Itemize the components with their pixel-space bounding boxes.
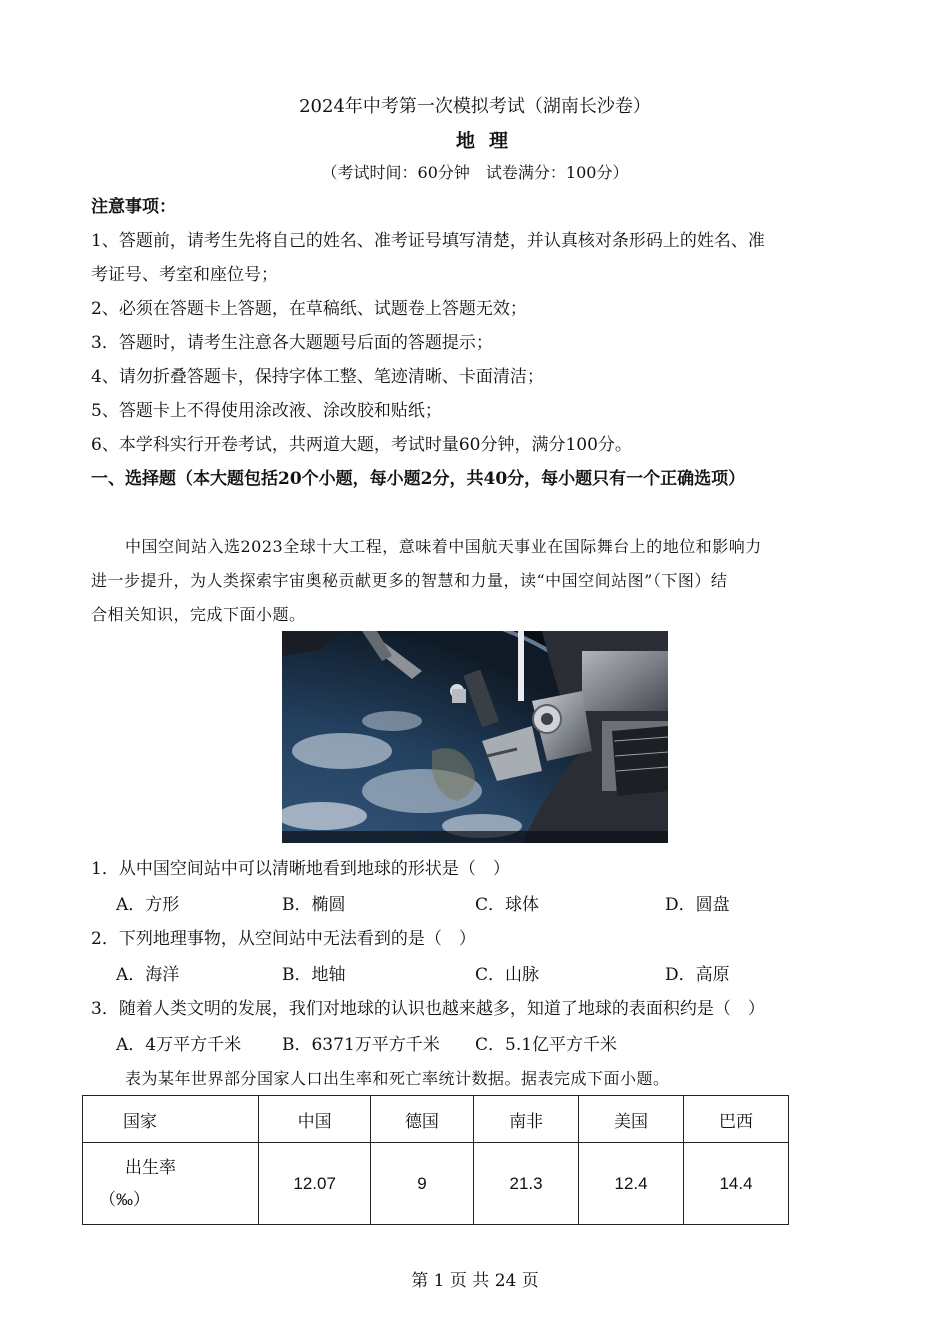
question-2-option-a[interactable]: A．海洋: [116, 965, 180, 985]
table-header-cell: 中国: [259, 1096, 370, 1143]
row-label-line: 出生率: [125, 1157, 176, 1177]
note-item: 2、必须在答题卡上答题，在草稿纸、试题卷上答题无效；: [91, 299, 527, 319]
question-stem-1: 1．从中国空间站中可以清晰地看到地球的形状是（ ）: [91, 859, 510, 879]
table-cell: 21.3: [474, 1143, 579, 1225]
table-header-cell: 南非: [474, 1096, 579, 1143]
note-item: 6、本学科实行开卷考试，共两道大题，考试时量60分钟，满分100分。: [91, 435, 632, 455]
note-item: 5、答题卡上不得使用涂改液、涂改胶和贴纸；: [91, 401, 442, 421]
question-stem-3: 3．随着人类文明的发展，我们对地球的认识也越来越多，知道了地球的表面积约是（ ）: [91, 999, 765, 1019]
exam-info: （考试时间：60分钟 试卷满分：100分）: [321, 163, 629, 182]
question-3-option-c[interactable]: C．5.1亿平方千米: [475, 1035, 618, 1055]
exam-title: 2024年中考第一次模拟考试（湖南长沙卷）: [299, 96, 651, 117]
note-item: 4、请勿折叠答题卡，保持字体工整、笔迹清晰、卡面清洁；: [91, 367, 544, 387]
space-station-photo: [282, 631, 668, 843]
question-2-option-d[interactable]: D．高原: [665, 965, 730, 985]
table-header-cell: 德国: [370, 1096, 473, 1143]
page-footer: 第 1 页 共 24 页: [411, 1271, 539, 1291]
question-2-option-b[interactable]: B．地轴: [282, 965, 346, 985]
section-heading: 一、选择题（本大题包括20个小题，每小题2分，共40分，每小题只有一个正确选项）: [91, 469, 746, 489]
table-header-cell: 巴西: [684, 1096, 789, 1143]
note-item: 考证号、考室和座位号；: [91, 265, 278, 285]
table-row: [83, 1143, 789, 1225]
question-1-option-a[interactable]: A．方形: [116, 895, 180, 915]
question-3-option-b[interactable]: B．6371万平方千米: [282, 1035, 440, 1055]
table-header-cell: 国家: [83, 1096, 259, 1143]
passage-line: 中国空间站入选2023全球十大工程，意味着中国航天事业在国际舞台上的地位和影响力: [125, 537, 762, 556]
table-cell: 12.07: [259, 1143, 370, 1225]
question-2-option-c[interactable]: C．山脉: [475, 965, 540, 985]
note-item: 3．答题时，请考生注意各大题题号后面的答题提示；: [91, 333, 493, 353]
table-cell: 12.4: [579, 1143, 684, 1225]
birth-rate-table: [82, 1095, 789, 1225]
note-item: 1、答题前，请考生先将自己的姓名、准考证号填写清楚，并认真核对条形码上的姓名、准: [91, 231, 765, 251]
table-intro: 表为某年世界部分国家人口出生率和死亡率统计数据。据表完成下面小题。: [125, 1069, 670, 1088]
question-1-option-c[interactable]: C．球体: [475, 895, 540, 915]
table-header-row: [83, 1096, 789, 1143]
question-1-option-d[interactable]: D．圆盘: [665, 895, 730, 915]
table-cell: 14.4: [684, 1143, 789, 1225]
question-3-option-a[interactable]: A．4万平方千米: [116, 1035, 242, 1055]
question-1-option-b[interactable]: B．椭圆: [282, 895, 346, 915]
question-stem-2: 2．下列地理事物，从空间站中无法看到的是（ ）: [91, 929, 476, 949]
passage-line: 进一步提升，为人类探索宇宙奥秘贡献更多的智慧和力量，读“中国空间站图”（下图）结: [91, 571, 728, 590]
table-cell: 9: [370, 1143, 473, 1225]
table-row-label: [83, 1143, 259, 1225]
exam-subject: 地理: [455, 130, 522, 152]
notes-heading: 注意事项：: [91, 197, 176, 217]
row-label-unit: （‰）: [99, 1189, 150, 1209]
passage-line: 合相关知识，完成下面小题。: [91, 605, 306, 624]
table-header-cell: 美国: [579, 1096, 684, 1143]
